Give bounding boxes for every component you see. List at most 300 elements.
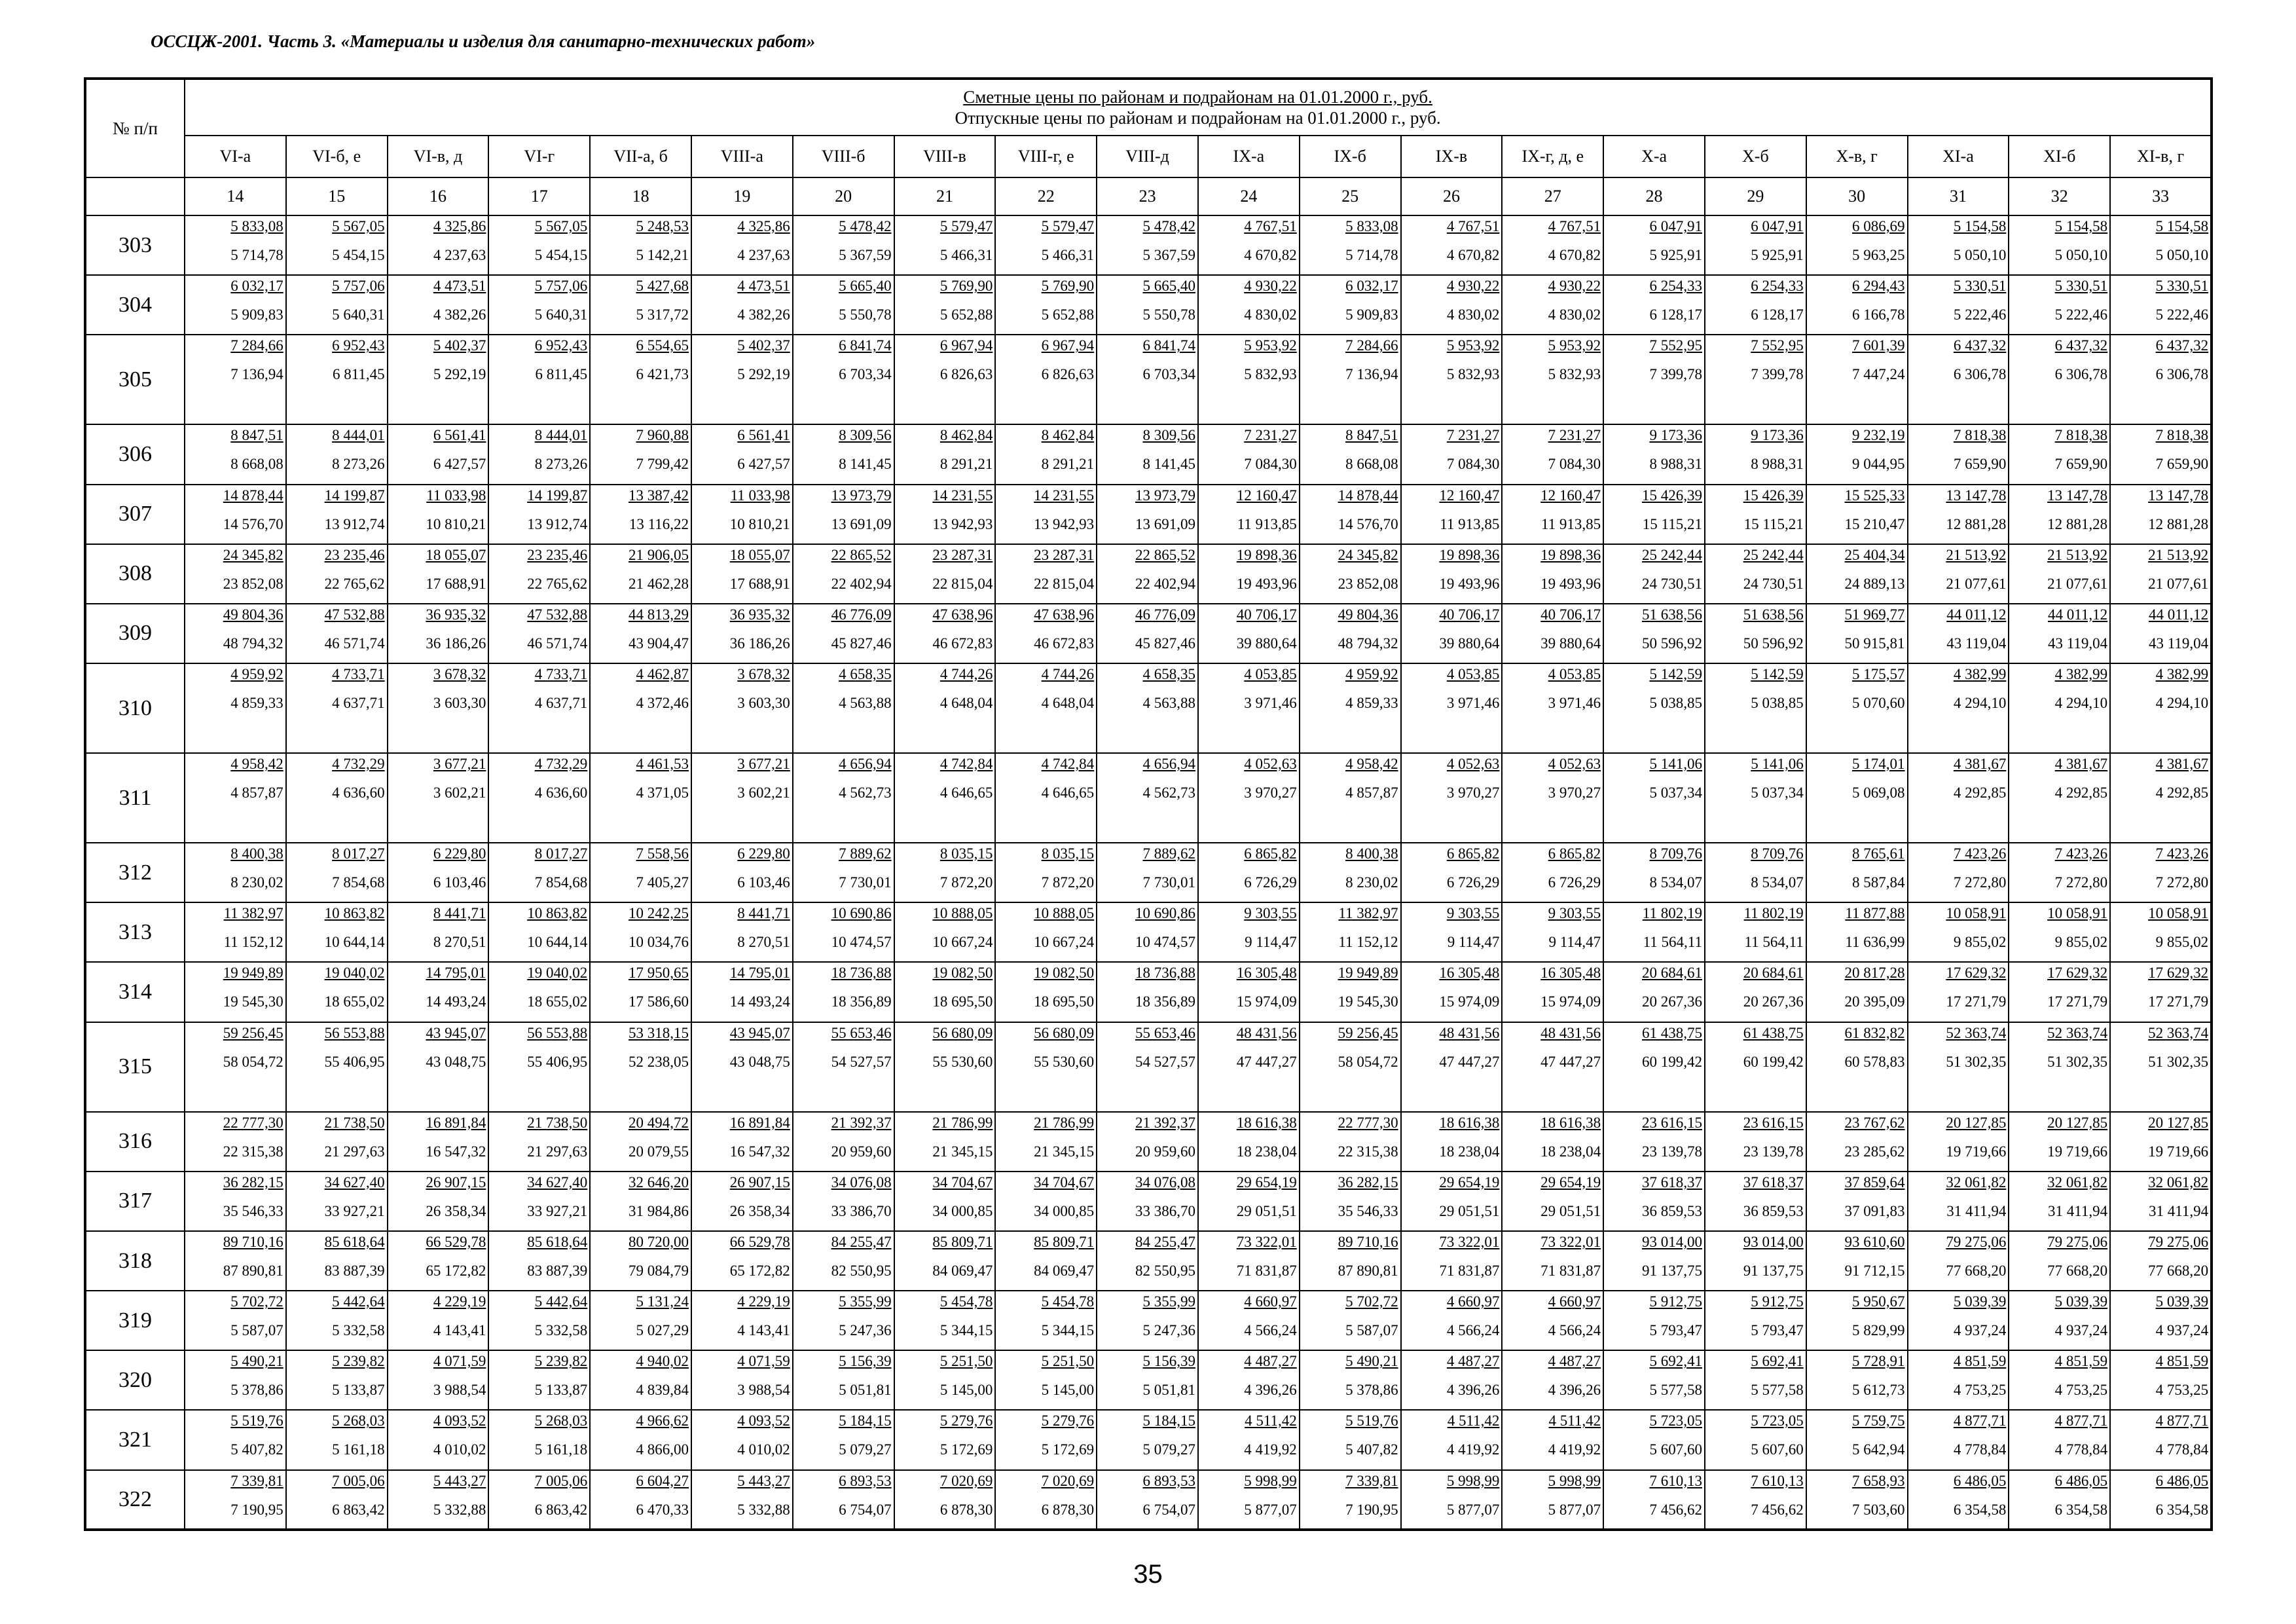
release-price: 21 345,15	[1034, 1143, 1095, 1160]
release-price: 6 421,73	[636, 366, 689, 383]
estimate-price: 11 382,97	[223, 905, 283, 922]
release-price: 18 356,89	[831, 993, 892, 1010]
estimate-price: 5 579,47	[939, 218, 993, 234]
estimate-price: 36 282,15	[1338, 1173, 1398, 1190]
estimate-price: 84 255,47	[831, 1233, 892, 1250]
price-cell	[185, 215, 286, 275]
release-price: 5 642,94	[1852, 1441, 1905, 1458]
price-cell	[1401, 544, 1503, 604]
release-price: 51 302,35	[1946, 1053, 2007, 1070]
estimate-price: 4 767,51	[1446, 218, 1500, 234]
price-cell	[1198, 962, 1300, 1022]
estimate-price: 23 287,31	[932, 546, 993, 563]
price-cell	[894, 1172, 996, 1231]
price-cell	[1502, 424, 1603, 484]
estimate-price: 49 804,36	[1338, 606, 1398, 623]
price-cell	[590, 1231, 691, 1291]
release-price: 5 714,78	[1345, 247, 1398, 263]
estimate-price: 40 706,17	[1540, 606, 1601, 623]
estimate-price: 29 654,19	[1439, 1173, 1500, 1190]
release-price: 55 406,95	[527, 1053, 588, 1070]
price-cell	[388, 604, 489, 663]
release-price: 43 048,75	[426, 1053, 486, 1070]
release-price: 17 271,79	[2148, 993, 2209, 1010]
estimate-price: 5 355,99	[839, 1293, 892, 1310]
release-price: 51 302,35	[2148, 1053, 2209, 1070]
price-cell	[1198, 544, 1300, 604]
price-cell	[1603, 843, 1705, 902]
estimate-price: 4 966,62	[636, 1412, 689, 1430]
price-cell	[488, 424, 590, 484]
estimate-price: 17 629,32	[1946, 965, 2007, 982]
release-price: 4 382,26	[433, 306, 486, 323]
estimate-price: 55 653,46	[831, 1024, 892, 1041]
district-header: VI-а	[185, 136, 286, 177]
price-cell	[2009, 1022, 2110, 1112]
release-price: 4 859,33	[230, 695, 283, 712]
estimate-price: 10 058,91	[1946, 905, 2007, 922]
estimate-price: 5 442,64	[534, 1293, 588, 1310]
estimate-price: 7 339,81	[1345, 1472, 1398, 1489]
release-price: 77 668,20	[1946, 1262, 2007, 1279]
price-cell	[894, 604, 996, 663]
release-price: 4 396,26	[1548, 1382, 1601, 1399]
estimate-price: 8 035,15	[939, 845, 993, 862]
release-price: 4 646,65	[939, 784, 993, 802]
release-price: 10 644,14	[324, 934, 385, 951]
estimate-price: 4 660,97	[1446, 1293, 1500, 1310]
price-cell	[590, 843, 691, 902]
estimate-price: 19 949,89	[1338, 965, 1398, 982]
row-number: 317	[85, 1172, 185, 1231]
district-header: VI-б, е	[286, 136, 388, 177]
estimate-price: 36 935,32	[729, 606, 790, 623]
estimate-price: 6 604,27	[636, 1472, 689, 1489]
estimate-price: 6 967,94	[1041, 337, 1095, 354]
release-price: 7 136,94	[1345, 366, 1398, 383]
district-header: X-б	[1705, 136, 1806, 177]
estimate-price: 5 692,41	[1751, 1353, 1804, 1370]
release-price: 36 859,53	[1743, 1202, 1804, 1219]
release-price: 5 292,19	[737, 366, 790, 383]
price-cell	[1502, 663, 1603, 753]
price-cell	[590, 604, 691, 663]
price-cell	[1502, 1172, 1603, 1231]
price-cell	[1603, 1350, 1705, 1410]
district-header: VI-в, д	[388, 136, 489, 177]
release-price: 5 079,27	[1142, 1441, 1195, 1458]
release-price: 7 190,95	[1345, 1501, 1398, 1518]
estimate-price: 85 809,71	[932, 1233, 993, 1250]
estimate-price: 7 423,26	[2054, 845, 2108, 862]
price-cell	[1908, 962, 2009, 1022]
price-cell	[286, 663, 388, 753]
price-cell	[1097, 335, 1198, 424]
estimate-price: 6 047,91	[1751, 218, 1804, 234]
release-price: 6 703,34	[839, 366, 892, 383]
release-price: 5 877,07	[1446, 1501, 1500, 1518]
estimate-price: 13 387,42	[628, 487, 689, 504]
release-price: 91 712,15	[1844, 1262, 1905, 1279]
price-cell	[1603, 1022, 1705, 1112]
estimate-price: 23 287,31	[1034, 546, 1095, 563]
release-price: 11 636,99	[1845, 934, 1905, 951]
estimate-price: 5 723,05	[1649, 1412, 1702, 1430]
price-cell	[894, 215, 996, 275]
estimate-price: 48 431,56	[1439, 1024, 1500, 1041]
price-cell	[1705, 424, 1806, 484]
estimate-price: 5 728,91	[1852, 1353, 1905, 1370]
release-price: 5 407,82	[230, 1441, 283, 1458]
estimate-price: 34 627,40	[324, 1173, 385, 1190]
price-cell	[1705, 604, 1806, 663]
price-cell	[1198, 902, 1300, 962]
estimate-price: 89 710,16	[1338, 1233, 1398, 1250]
estimate-price: 20 127,85	[2047, 1114, 2108, 1131]
estimate-price: 5 175,57	[1852, 666, 1905, 683]
release-price: 9 044,95	[1852, 456, 1905, 473]
price-cell	[590, 1350, 691, 1410]
price-cell	[1401, 1231, 1503, 1291]
estimate-price: 5 953,92	[1244, 337, 1297, 354]
price-cell	[1603, 902, 1705, 962]
price-cell	[995, 962, 1097, 1022]
price-cell	[2009, 215, 2110, 275]
price-cell	[1097, 1172, 1198, 1231]
release-price: 7 854,68	[332, 874, 385, 891]
release-price: 4 294,10	[2155, 695, 2209, 712]
estimate-price: 4 733,71	[534, 666, 588, 683]
estimate-price: 80 720,00	[628, 1233, 689, 1250]
release-price: 6 470,33	[636, 1501, 689, 1518]
price-cell	[1097, 1112, 1198, 1172]
estimate-price: 4 473,51	[433, 278, 486, 295]
price-cell	[1603, 275, 1705, 335]
release-price: 6 128,17	[1649, 306, 1702, 323]
estimate-price: 7 658,93	[1852, 1472, 1905, 1489]
estimate-price: 5 174,01	[1852, 756, 1905, 773]
price-cell	[1603, 1172, 1705, 1231]
estimate-price: 10 242,25	[628, 905, 689, 922]
estimate-price: 5 567,05	[332, 218, 385, 234]
release-price: 4 396,26	[1446, 1382, 1500, 1399]
estimate-price: 8 017,27	[534, 845, 588, 862]
price-cell	[793, 1291, 894, 1350]
price-cell	[590, 1470, 691, 1530]
price-cell	[2009, 604, 2110, 663]
release-price: 13 942,93	[932, 515, 993, 532]
release-price: 6 878,30	[1041, 1501, 1095, 1518]
price-cell	[2110, 604, 2212, 663]
price-cell	[2009, 275, 2110, 335]
release-price: 91 137,75	[1641, 1262, 1702, 1279]
price-cell	[1401, 962, 1503, 1022]
release-price: 4 566,24	[1446, 1322, 1500, 1339]
release-price: 18 238,04	[1236, 1143, 1297, 1160]
release-price: 5 587,07	[1345, 1322, 1398, 1339]
release-price: 15 115,21	[1642, 515, 1702, 532]
price-cell	[1705, 663, 1806, 753]
estimate-price: 34 076,08	[831, 1173, 892, 1190]
price-cell	[1300, 902, 1401, 962]
release-price: 87 890,81	[223, 1262, 283, 1279]
estimate-price: 5 519,76	[1345, 1412, 1398, 1430]
release-price: 5 793,47	[1751, 1322, 1804, 1339]
estimate-price: 5 251,50	[939, 1353, 993, 1370]
price-cell	[185, 1022, 286, 1112]
price-cell	[1198, 604, 1300, 663]
price-cell	[388, 1112, 489, 1172]
estimate-price: 4 462,87	[636, 666, 689, 683]
estimate-price: 4 511,42	[1447, 1412, 1500, 1430]
price-cell	[1705, 1172, 1806, 1231]
estimate-price: 5 443,27	[433, 1472, 486, 1489]
estimate-price: 4 053,85	[1548, 666, 1601, 683]
price-cell	[1908, 663, 2009, 753]
release-price: 39 880,64	[1236, 635, 1297, 652]
release-price: 19 493,96	[1540, 575, 1601, 592]
price-cell	[1502, 1022, 1603, 1112]
district-header: IX-в	[1401, 136, 1503, 177]
estimate-price: 4 229,19	[433, 1293, 486, 1310]
release-price: 5 133,87	[332, 1382, 385, 1399]
price-cell	[488, 843, 590, 902]
release-price: 4 566,24	[1244, 1322, 1297, 1339]
estimate-price: 5 239,82	[534, 1353, 588, 1370]
release-price: 5 161,18	[332, 1441, 385, 1458]
release-price: 21 077,61	[2047, 575, 2108, 592]
price-cell	[1908, 1470, 2009, 1530]
estimate-price: 5 142,59	[1649, 666, 1702, 683]
price-cell	[894, 753, 996, 843]
price-cell	[995, 1410, 1097, 1469]
price-cell	[793, 1172, 894, 1231]
release-price: 6 811,45	[332, 366, 385, 383]
release-price: 7 854,68	[534, 874, 588, 891]
release-price: 19 493,96	[1236, 575, 1297, 592]
price-cell	[1603, 663, 1705, 753]
price-cell	[1401, 275, 1503, 335]
price-cell	[185, 1231, 286, 1291]
price-cell	[286, 544, 388, 604]
price-cell	[691, 962, 793, 1022]
release-price: 16 547,32	[426, 1143, 486, 1160]
price-cell	[1401, 1291, 1503, 1350]
price-cell	[793, 1470, 894, 1530]
release-price: 7 084,30	[1446, 456, 1500, 473]
estimate-price: 7 423,26	[1953, 845, 2007, 862]
price-cell	[1198, 1172, 1300, 1231]
price-cell	[1502, 335, 1603, 424]
price-cell	[1401, 753, 1503, 843]
price-cell	[2110, 215, 2212, 275]
price-cell	[1806, 335, 1908, 424]
estimate-price: 5 330,51	[1953, 278, 2007, 295]
estimate-price: 4 658,35	[839, 666, 892, 683]
release-price: 34 000,85	[932, 1202, 993, 1219]
release-price: 71 831,87	[1236, 1262, 1297, 1279]
price-cell	[691, 1022, 793, 1112]
release-price: 6 306,78	[1953, 366, 2007, 383]
release-price: 5 607,60	[1649, 1441, 1702, 1458]
price-cell	[286, 962, 388, 1022]
price-cell	[691, 335, 793, 424]
release-price: 3 602,21	[433, 784, 486, 802]
estimate-price: 6 032,17	[1345, 278, 1398, 295]
release-price: 19 719,66	[1946, 1143, 2007, 1160]
estimate-price: 4 656,94	[839, 756, 892, 773]
price-cell	[388, 215, 489, 275]
release-price: 14 493,24	[729, 993, 790, 1010]
column-number: 23	[1097, 177, 1198, 215]
release-price: 29 051,51	[1236, 1202, 1297, 1219]
price-cell	[894, 424, 996, 484]
estimate-price: 5 665,40	[839, 278, 892, 295]
release-price: 60 578,83	[1844, 1053, 1905, 1070]
price-cell	[1401, 485, 1503, 544]
price-cell	[1502, 1470, 1603, 1530]
price-cell	[590, 663, 691, 753]
release-price: 43 904,47	[628, 635, 689, 652]
estimate-price: 51 638,56	[1641, 606, 1702, 623]
estimate-price: 61 832,82	[1844, 1024, 1905, 1041]
release-price: 4 562,73	[1142, 784, 1195, 802]
estimate-price: 5 478,42	[839, 218, 892, 234]
estimate-price: 5 142,59	[1751, 666, 1804, 683]
price-cell	[388, 902, 489, 962]
release-price: 4 830,02	[1244, 306, 1297, 323]
price-cell	[2009, 544, 2110, 604]
release-price: 23 285,62	[1844, 1143, 1905, 1160]
price-cell	[590, 1410, 691, 1469]
price-cell	[286, 1350, 388, 1410]
price-cell	[185, 1470, 286, 1530]
price-cell	[1908, 1410, 2009, 1469]
release-price: 5 051,81	[839, 1382, 892, 1399]
estimate-price: 11 382,97	[1338, 905, 1398, 922]
estimate-price: 18 616,38	[1439, 1114, 1500, 1131]
release-price: 4 636,60	[332, 784, 385, 802]
price-cell	[691, 1172, 793, 1231]
estimate-price: 93 610,60	[1844, 1233, 1905, 1250]
release-price: 4 637,71	[534, 695, 588, 712]
estimate-price: 5 184,15	[839, 1412, 892, 1430]
release-price: 15 974,09	[1540, 993, 1601, 1010]
release-price: 6 166,78	[1852, 306, 1905, 323]
release-price: 5 317,72	[636, 306, 689, 323]
release-price: 4 753,25	[2155, 1382, 2209, 1399]
row-number-header: № п/п	[85, 79, 185, 177]
estimate-price: 61 438,75	[1641, 1024, 1702, 1041]
estimate-price: 21 513,92	[2148, 546, 2209, 563]
price-cell	[691, 1112, 793, 1172]
price-cell	[1705, 215, 1806, 275]
release-price: 43 119,04	[2047, 635, 2108, 652]
estimate-price: 79 275,06	[2148, 1233, 2209, 1250]
price-cell	[1300, 663, 1401, 753]
estimate-price: 14 231,55	[932, 487, 993, 504]
release-price: 5 069,08	[1852, 784, 1905, 802]
estimate-price: 16 305,48	[1540, 965, 1601, 982]
release-price: 5 292,19	[433, 366, 486, 383]
release-price: 7 503,60	[1852, 1501, 1905, 1518]
price-cell	[1908, 604, 2009, 663]
table-row	[85, 544, 2212, 604]
estimate-price: 25 404,34	[1844, 546, 1905, 563]
estimate-price: 22 865,52	[831, 546, 892, 563]
estimate-price: 43 945,07	[729, 1024, 790, 1041]
price-cell	[1908, 1022, 2009, 1112]
estimate-price: 21 786,99	[932, 1114, 993, 1131]
estimate-price: 4 093,52	[433, 1412, 486, 1430]
estimate-price: 17 950,65	[628, 965, 689, 982]
estimate-price: 7 610,13	[1751, 1472, 1804, 1489]
price-cell	[488, 485, 590, 544]
estimate-price: 4 930,22	[1446, 278, 1500, 295]
release-price: 47 447,27	[1439, 1053, 1500, 1070]
release-price: 5 550,78	[839, 306, 892, 323]
release-price: 10 034,76	[628, 934, 689, 951]
price-cell	[1198, 424, 1300, 484]
release-price: 21 462,28	[628, 575, 689, 592]
price-cell	[1300, 1470, 1401, 1530]
estimate-price: 14 878,44	[223, 487, 283, 504]
price-cell	[894, 1231, 996, 1291]
release-price: 65 172,82	[729, 1262, 790, 1279]
release-price: 5 877,07	[1244, 1501, 1297, 1518]
estimate-price: 73 322,01	[1439, 1233, 1500, 1250]
release-price: 55 530,60	[1034, 1053, 1095, 1070]
release-price: 54 527,57	[1135, 1053, 1195, 1070]
price-cell	[1300, 753, 1401, 843]
release-price: 13 116,22	[629, 515, 689, 532]
estimate-price: 5 039,39	[2155, 1293, 2209, 1310]
release-price: 8 270,51	[737, 934, 790, 951]
release-price: 65 172,82	[426, 1262, 486, 1279]
price-cell	[1806, 485, 1908, 544]
estimate-price: 23 616,15	[1641, 1114, 1702, 1131]
estimate-price: 93 014,00	[1743, 1233, 1804, 1250]
release-price: 4 670,82	[1548, 247, 1601, 263]
release-price: 46 571,74	[527, 635, 588, 652]
estimate-price: 5 330,51	[2054, 278, 2108, 295]
release-price: 35 546,33	[223, 1202, 283, 1219]
estimate-price: 5 998,99	[1244, 1472, 1297, 1489]
release-price: 4 866,00	[636, 1441, 689, 1458]
release-price: 4 670,82	[1244, 247, 1297, 263]
release-price: 8 141,45	[1142, 456, 1195, 473]
release-price: 9 114,47	[1548, 934, 1601, 951]
estimate-price: 6 294,43	[1852, 278, 1905, 295]
estimate-price: 84 255,47	[1135, 1233, 1195, 1250]
price-cell	[2009, 424, 2110, 484]
estimate-price: 32 646,20	[628, 1173, 689, 1190]
price-cell	[1097, 604, 1198, 663]
estimate-price: 51 969,77	[1844, 606, 1905, 623]
estimate-price: 24 345,82	[1338, 546, 1398, 563]
release-price: 5 079,27	[839, 1441, 892, 1458]
release-price: 51 302,35	[2047, 1053, 2108, 1070]
estimate-price: 5 769,90	[939, 278, 993, 295]
price-cell	[894, 275, 996, 335]
price-cell	[894, 1291, 996, 1350]
release-price: 91 137,75	[1743, 1262, 1804, 1279]
price-cell	[388, 1231, 489, 1291]
estimate-price: 5 039,39	[2054, 1293, 2108, 1310]
estimate-price: 34 704,67	[932, 1173, 993, 1190]
release-price: 7 659,90	[2155, 456, 2209, 473]
row-number: 310	[85, 663, 185, 753]
